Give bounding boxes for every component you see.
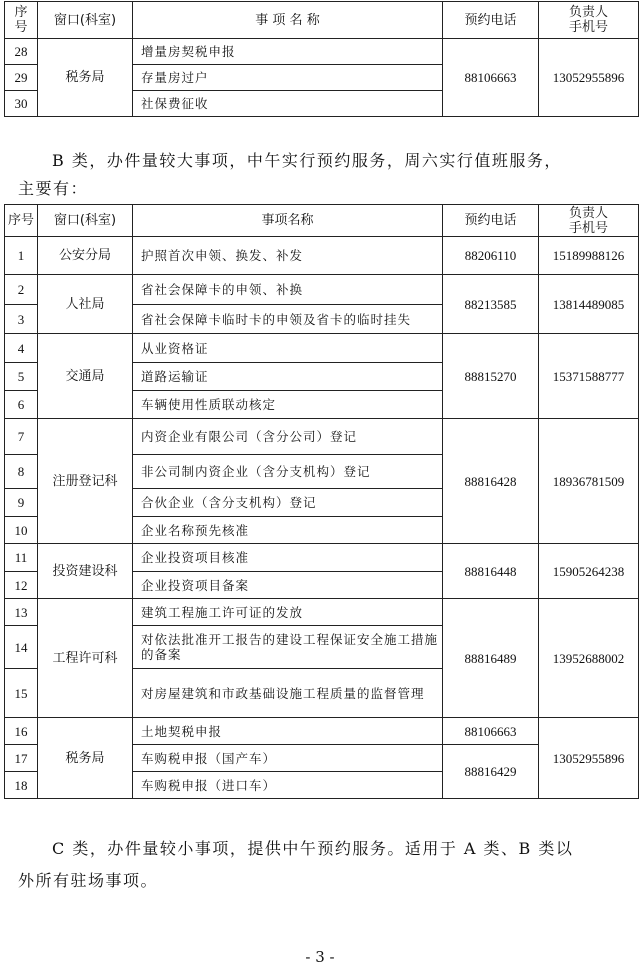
item-cell: 合伙企业（含分支机构）登记 [133,489,443,517]
header-phone: 预约电话 [443,205,539,237]
table-b-header [5,205,639,237]
row-no: 13 [5,599,38,626]
item-cell: 车购税申报（国产车） [133,745,443,772]
phone-cell: 88815270 [443,334,539,419]
item-cell: 对依法批准开工报告的建设工程保证安全施工措施的备案 [133,626,443,669]
window-cell: 交通局 [38,334,133,419]
table-a [4,1,639,117]
item-cell: 企业名称预先核准 [133,517,443,544]
item-cell: 社保费征收 [133,91,443,117]
row-no: 16 [5,718,38,745]
mobile-cell: 15189988126 [539,237,639,275]
mobile-cell: 13052955896 [539,39,639,117]
item-cell: 存量房过户 [133,65,443,91]
phone-cell: 88816489 [443,599,539,718]
window-cell: 公安分局 [38,237,133,275]
window-cell: 注册登记科 [38,419,133,544]
item-cell: 土地契税申报 [133,718,443,745]
item-cell: 非公司制内资企业（含分支机构）登记 [133,455,443,489]
item-cell: 道路运输证 [133,363,443,391]
window-cell: 投资建设科 [38,544,133,599]
header-mobile: 负责人 手机号 [539,205,639,237]
header-phone: 预约电话 [443,2,539,39]
mobile-cell: 18936781509 [539,419,639,544]
row-no: 14 [5,626,38,669]
row-no: 10 [5,517,38,544]
phone-cell: 88816448 [443,544,539,599]
header-no: 序号 [5,2,38,39]
table-row [5,275,639,305]
table-row [5,544,639,572]
mobile-cell: 13952688002 [539,599,639,718]
item-cell: 企业投资项目核准 [133,544,443,572]
table-row [5,39,639,65]
row-no: 12 [5,572,38,599]
row-no: 8 [5,455,38,489]
item-cell: 车购税申报（进口车） [133,772,443,799]
mobile-cell: 13814489085 [539,275,639,334]
paragraph-c-line2: 外所有驻场事项。 [18,871,159,890]
row-no: 17 [5,745,38,772]
item-cell: 车辆使用性质联动核定 [133,391,443,419]
phone-cell: 88213585 [443,275,539,334]
header-no: 序号 [5,205,38,237]
item-cell: 省社会保障卡的申领、补换 [133,275,443,305]
row-no: 30 [5,91,38,117]
item-cell: 企业投资项目备案 [133,572,443,599]
paragraph-c-line1: C 类，办件量较小事项，提供中午预约服务。适用于 A 类、B 类以 [52,839,574,858]
phone-cell: 88816428 [443,419,539,544]
row-no: 7 [5,419,38,455]
row-no: 1 [5,237,38,275]
header-window: 窗口(科室) [38,2,133,39]
table-row [5,718,639,745]
phone-cell: 88106663 [443,39,539,117]
row-no: 11 [5,544,38,572]
table-a-header [5,2,639,39]
phone-cell: 88816429 [443,745,539,799]
row-no: 4 [5,334,38,363]
phone-cell: 88206110 [443,237,539,275]
window-cell: 人社局 [38,275,133,334]
table-b [4,204,639,799]
header-item: 事项名称 [133,205,443,237]
paragraph-b-line2: 主要有： [18,179,89,198]
item-cell: 省社会保障卡临时卡的申领及省卡的临时挂失 [133,305,443,334]
row-no: 3 [5,305,38,334]
item-cell: 对房屋建筑和市政基础设施工程质量的监督管理 [133,669,443,718]
phone-cell: 88106663 [443,718,539,745]
paragraph-b-line1: B 类，办件量较大事项，中午实行预约服务，周六实行值班服务， [52,151,562,170]
row-no: 9 [5,489,38,517]
item-cell: 建筑工程施工许可证的发放 [133,599,443,626]
window-cell: 税务局 [38,718,133,799]
table-row [5,334,639,363]
page-number: - 3 - [305,948,335,966]
row-no: 15 [5,669,38,718]
row-no: 6 [5,391,38,419]
header-item: 事 项 名 称 [133,2,443,39]
mobile-cell: 15371588777 [539,334,639,419]
window-cell: 工程许可科 [38,599,133,718]
item-cell: 从业资格证 [133,334,443,363]
table-row [5,419,639,455]
window-cell: 税务局 [38,39,133,117]
header-mobile: 负责人 手机号 [539,2,639,39]
table-row [5,599,639,626]
table-row [5,237,639,275]
item-cell: 增量房契税申报 [133,39,443,65]
mobile-cell: 15905264238 [539,544,639,599]
row-no: 29 [5,65,38,91]
item-cell: 护照首次申领、换发、补发 [133,237,443,275]
item-cell: 内资企业有限公司（含分公司）登记 [133,419,443,455]
mobile-cell: 13052955896 [539,718,639,799]
row-no: 28 [5,39,38,65]
header-window: 窗口(科室) [38,205,133,237]
row-no: 5 [5,363,38,391]
row-no: 2 [5,275,38,305]
row-no: 18 [5,772,38,799]
